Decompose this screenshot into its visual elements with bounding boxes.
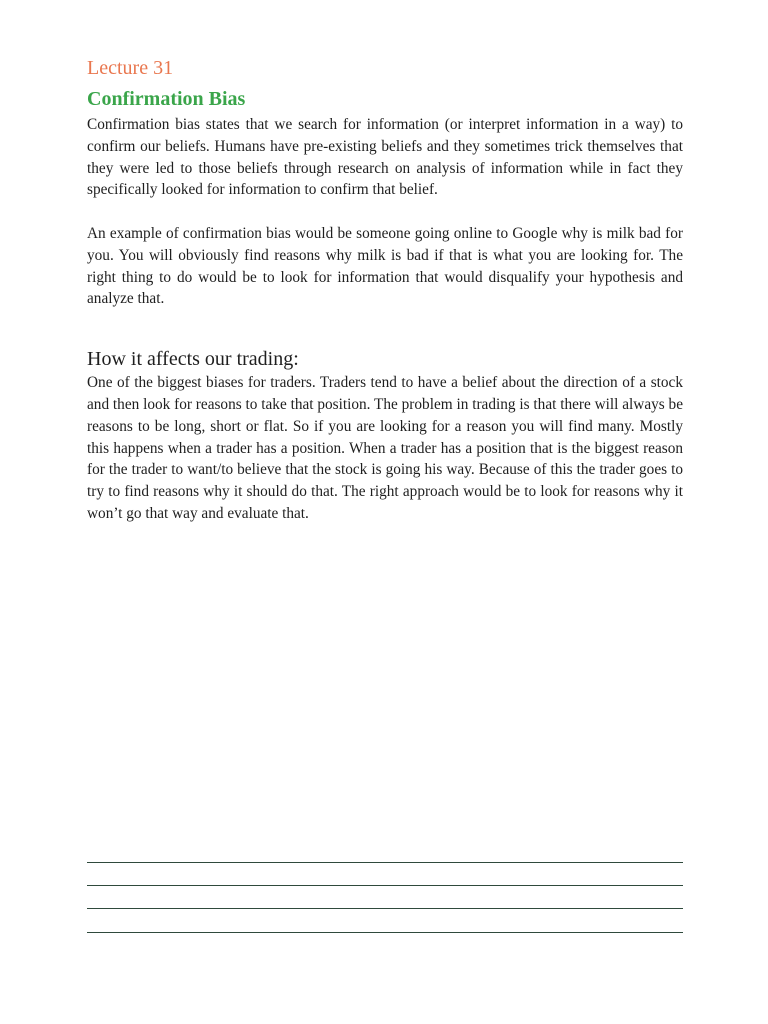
lecture-title: Confirmation Bias <box>87 88 246 110</box>
note-line <box>87 932 683 933</box>
trading-heading: How it affects our trading: <box>87 348 299 371</box>
note-line <box>87 885 683 886</box>
definition-paragraph: Confirmation bias states that we search for information (or interpret information in a way) to confirm our beliefs. Humans have pre-existing beliefs and they sometimes trick themselves that they were led to those beliefs through research on analysis of information while in fact they specifically looked for information to confirm that belief. <box>87 116 683 199</box>
note-line <box>87 862 683 863</box>
lecture-number: Lecture 31 <box>87 57 174 79</box>
note-line <box>87 908 683 909</box>
trading-paragraph: One of the biggest biases for traders. Traders tend to have a belief about the direction of a stock and then look for reasons to take that position. The problem in trading is that there will always be reasons to be long, short or flat. So if you are looking for a reason you will find many. Mostly this happens when a trader has a position. When a trader has a position that is the biggest reason for the trader to want/to believe that the stock is going his way. Because of this the trader goes to try to find reasons why it should do that. The right approach would be to look for reasons why it won’t go that way and evaluate that. <box>87 374 683 522</box>
intro-section <box>87 114 683 310</box>
lecture-page <box>87 54 683 525</box>
example-paragraph: An example of confirmation bias would be someone going online to Google why is milk bad for you. You will obviously find reasons why milk is bad if that is what you are looking for. The right thing to do would be to look for information that would disqualify your hypothesis and analyze that. <box>87 224 683 308</box>
notes-area <box>87 862 683 955</box>
